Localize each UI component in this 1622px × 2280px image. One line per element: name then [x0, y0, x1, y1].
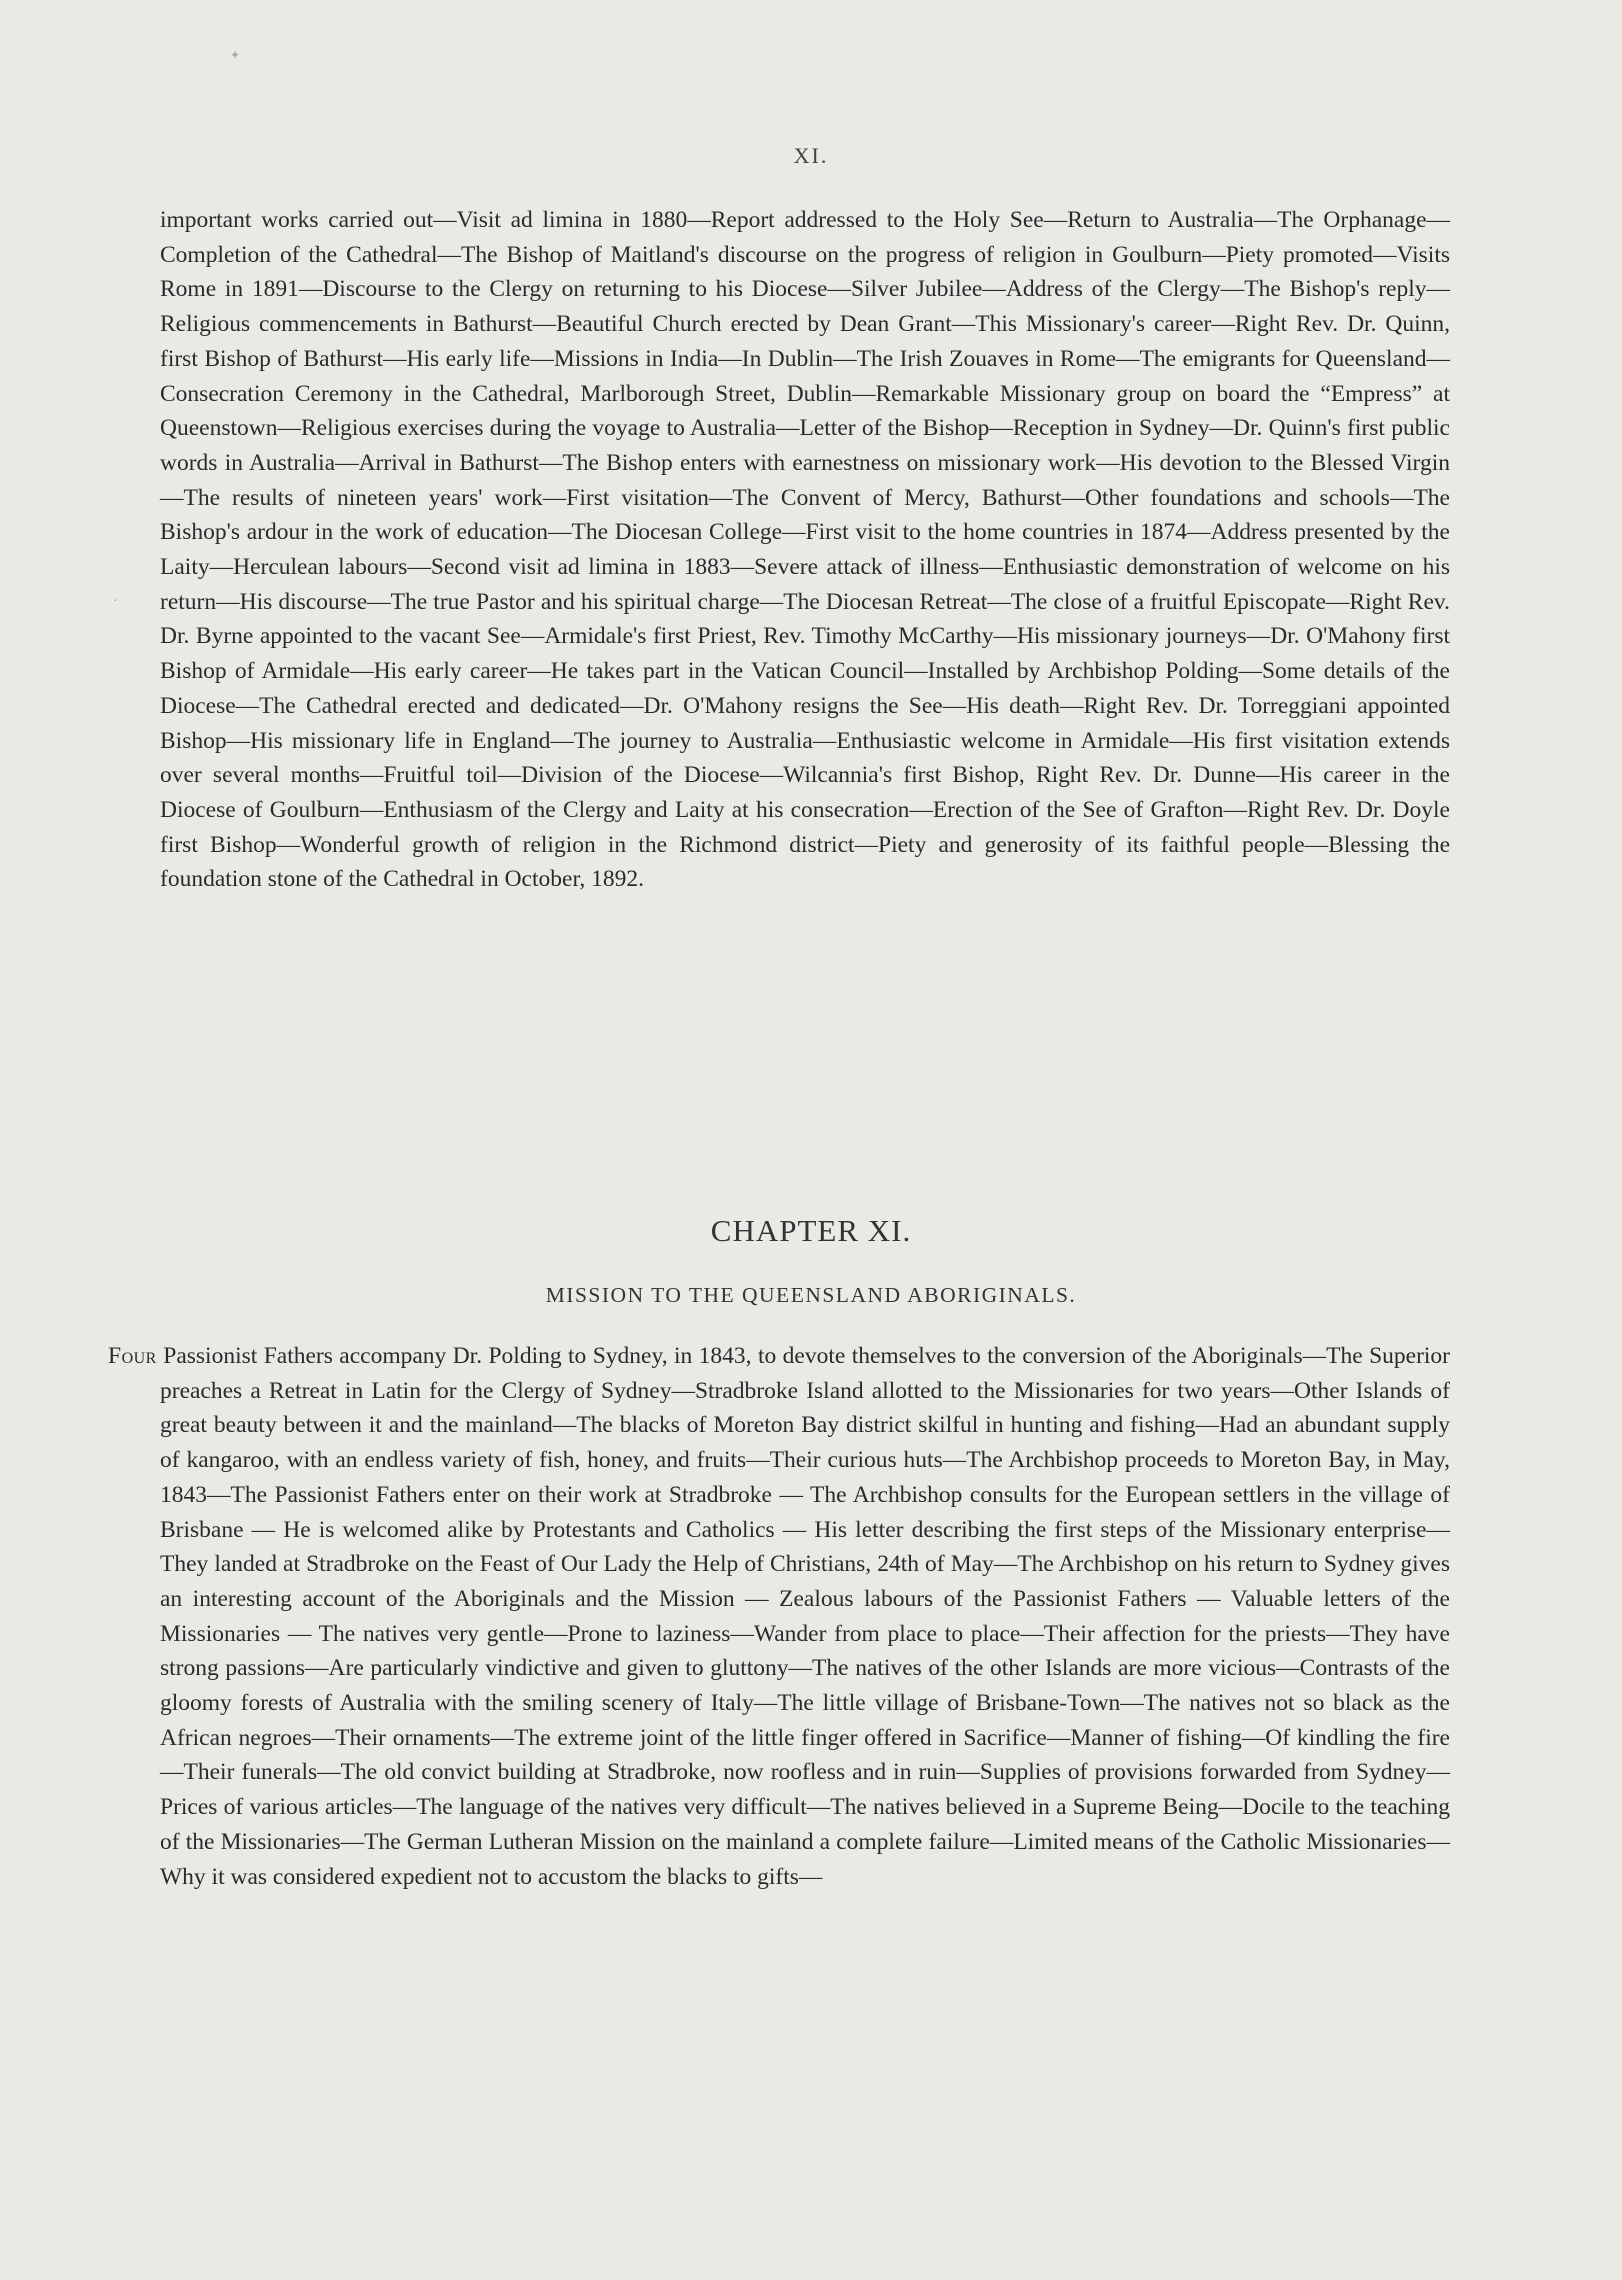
chapter-summary-paragraph — [108, 1339, 1450, 1894]
chapter-summary-text: Passionist Fathers accompany Dr. Polding to Sydney, in 1843, to devote themselves to the conversion of the Aboriginals—The Superior preaches a Retreat in Latin for the Clergy of Sydney—Stradbroke Island allotted to the Missionaries for two years—Other Islands of great beauty between it and the mainland—The blacks of Moreton Bay district skilful in hunting and fishing—Had an abundant supply of kangaroo, with an endless variety of fish, honey, and fruits—Their curious huts—The Archbishop proceeds to Moreton Bay, in May, 1843—The Passionist Fathers enter on their work at Stradbroke — The Archbishop consults for the European settlers in the village of Brisbane — He is welcomed alike by Protestants and Catholics — His letter describing the first steps of the Missionary enterprise—They landed at Stradbroke on the Feast of Our Lady the Help of Christians, 24th of May—The Archbishop on his return to Sydney gives an interesting account of the Aboriginals and the Mission — Zealous labours of the Passionist Fathers — Valuable letters of the Missionaries — The natives very gentle—Prone to laziness—Wander from place to place—Their affection for the priests—They have strong passions—Are particularly vindictive and given to gluttony—The natives of the other Islands are more vicious—Contrasts of the gloomy forests of Australia with the smiling scenery of Italy—The little village of Brisbane-Town—The natives not so black as the African negroes—Their ornaments—The extreme joint of the little finger offered in Sacrifice—Manner of fishing—Of kindling the fire—Their funerals—The old convict building at Stradbroke, now roofless and in ruin—Supplies of provisions forwarded from Sydney—Prices of various articles—The language of the natives very difficult—The natives believed in a Supreme Being—Docile to the teaching of the Missionaries—The German Lutheran Mission on the mainland a complete failure—Limited means of the Catholic Missionaries—Why it was considered expedient not to accustom the blacks to gifts— — [156, 1343, 1450, 1890]
margin-dot: · — [113, 594, 118, 609]
chapter-title: CHAPTER XI. — [710, 1213, 912, 1248]
margin-speck: ✦ — [230, 48, 241, 62]
page-number: XI. — [793, 143, 829, 168]
lead-word: Four — [108, 1343, 157, 1369]
chapter-subtitle: MISSION TO THE QUEENSLAND ABORIGINALS. — [545, 1283, 1077, 1307]
summary-paragraph: important works carried out—Visit ad limina in 1880—Report addressed to the Holy See—Return to Australia—The Orphanage—Completion of the Cathedral—The Bishop of Maitland's discourse on the progress of religion in Goulburn—Piety promoted—Visits Rome in 1891—Discourse to the Clergy on returning to his Diocese—Silver Jubilee—Address of the Clergy—The Bishop's reply—Religious commencements in Bathurst—Beautiful Church erected by Dean Grant—This Missionary's career—Right Rev. Dr. Quinn, first Bishop of Bathurst—His early life—Missions in India—In Dublin—The Irish Zouaves in Rome—The emigrants for Queensland—Consecration Ceremony in the Cathedral, Marlborough Street, Dublin—Remarkable Missionary group on board the “Empress” at Queenstown—Religious exercises during the voyage to Australia—Letter of the Bishop—Reception in Sydney—Dr. Quinn's first public words in Australia—Arrival in Bathurst—The Bishop enters with earnestness on missionary work—His devotion to the Blessed Virgin—The results of nineteen years' work—First visitation—The Convent of Mercy, Bathurst—Other foundations and schools—The Bishop's ardour in the work of education—The Diocesan College—First visit to the home countries in 1874—Address presented by the Laity—Herculean labours—Second visit ad limina in 1883—Severe attack of illness—Enthusiastic demonstration of welcome on his return—His discourse—The true Pastor and his spiritual charge—The Diocesan Retreat—The close of a fruitful Episcopate—Right Rev. Dr. Byrne appointed to the vacant See—Armidale's first Priest, Rev. Timothy McCarthy—His missionary journeys—Dr. O'Mahony first Bishop of Armidale—His early career—He takes part in the Vatican Council—Installed by Archbishop Polding—Some details of the Diocese—The Cathedral erected and dedicated—Dr. O'Mahony resigns the See—His death—Right Rev. Dr. Torreggiani appointed Bishop—His missionary life in England—The journey to Australia—Enthusiastic welcome in Armidale—His first visitation extends over several months—Fruitful toil—Division of the Diocese—Wilcannia's first Bishop, Right Rev. Dr. Dunne—His career in the Diocese of Goulburn—Enthusiasm of the Clergy and Laity at his consecration—Erection of the See of Grafton—Right Rev. Dr. Doyle first Bishop—Wonderful growth of religion in the Richmond district—Piety and generosity of its faithful people—Blessing the foundation stone of the Cathedral in October, 1892. — [160, 207, 1450, 893]
